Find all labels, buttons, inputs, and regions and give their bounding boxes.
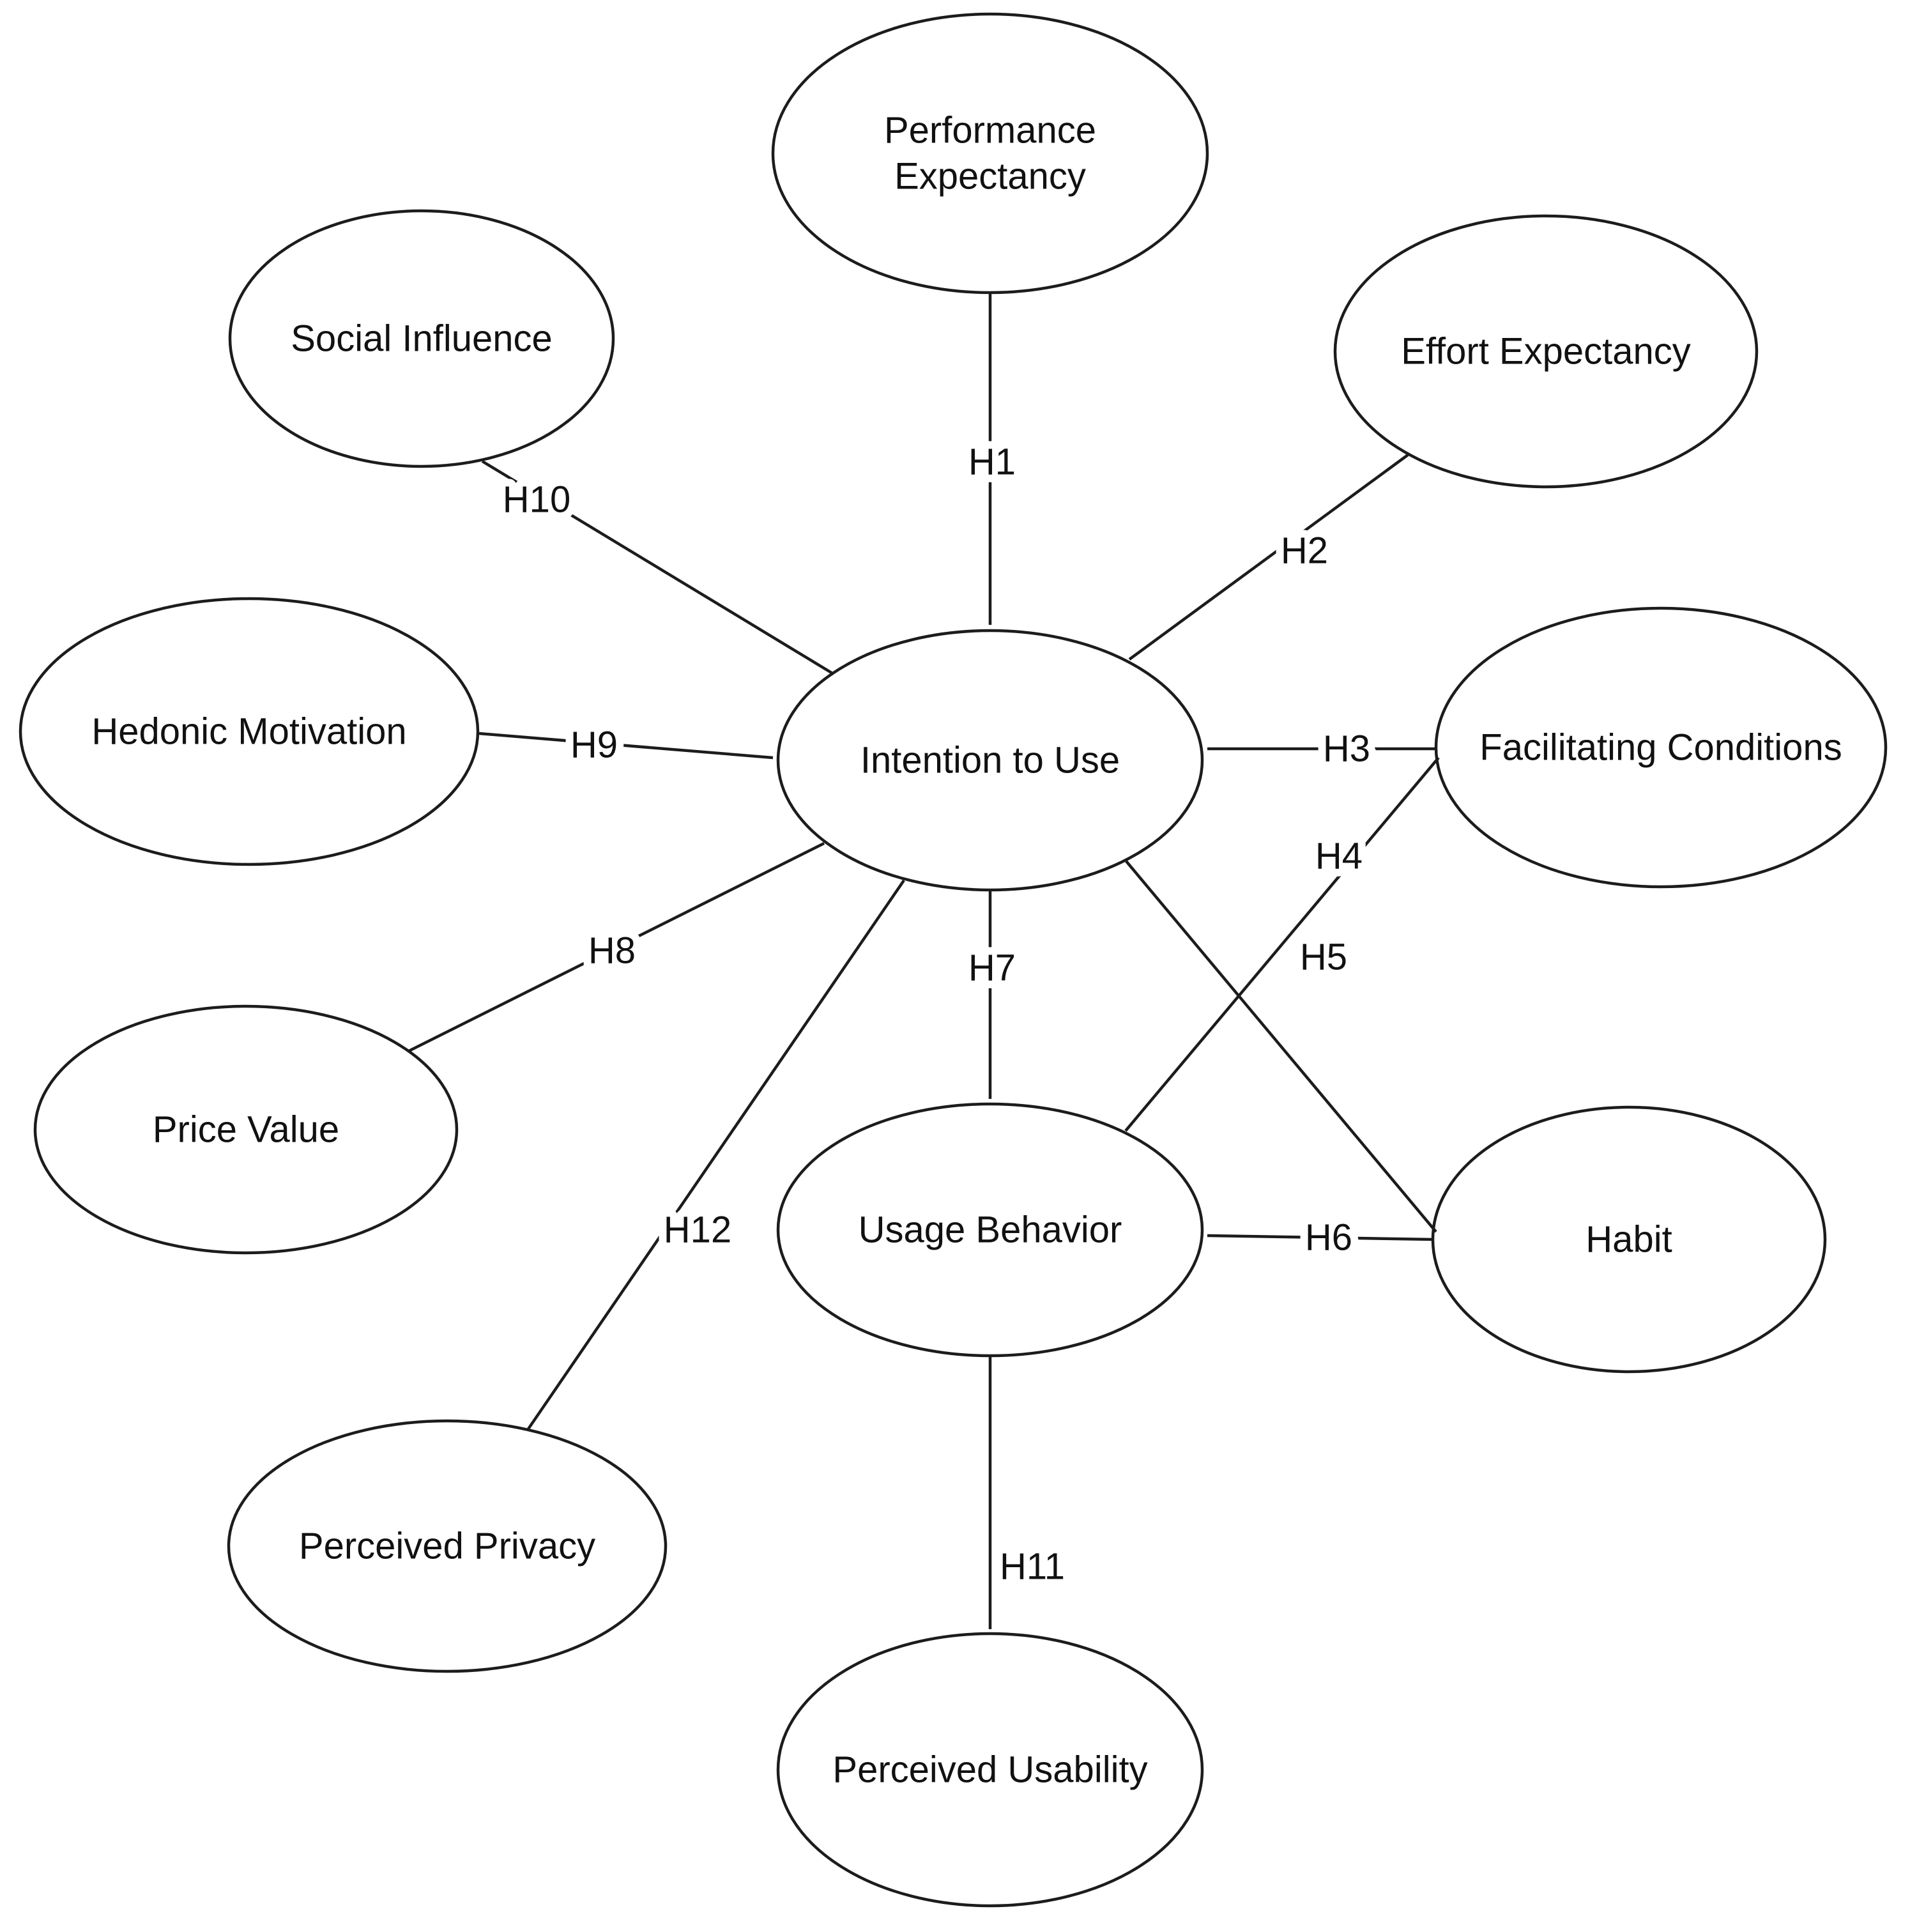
node-label-price-value (153, 1109, 339, 1151)
node-label-line: Effort Expectancy (1401, 330, 1691, 372)
edge-h2-effort-expectancy-to-intention-to-use (1129, 455, 1408, 659)
node-label-intention-to-use (860, 740, 1120, 781)
edge-h1-performance-expectancy-to-intention-to-use (968, 293, 1016, 625)
edge-h10-social-influence-to-intention-to-use (482, 461, 834, 674)
node-label-line: Social Influence (291, 318, 553, 360)
node-label-line: Facilitating Conditions (1479, 726, 1842, 769)
node-label-facilitating-conditions (1479, 727, 1842, 769)
node-performance-expectancy (773, 14, 1207, 293)
edge-label-h1: H1 (968, 441, 1016, 483)
node-label-line: Expectancy (894, 155, 1086, 197)
node-effort-expectancy (1335, 216, 1757, 487)
node-label-effort-expectancy (1401, 331, 1691, 372)
edge-h7-intention-to-use-to-usage-behavior (968, 891, 1016, 1099)
node-label-line: Hedonic Motivation (91, 710, 407, 753)
node-intention-to-use (778, 631, 1202, 890)
node-label-social-influence (291, 318, 552, 360)
edges-layer (409, 293, 1439, 1629)
node-social-influence (230, 211, 613, 466)
node-hedonic-motivation (20, 599, 478, 864)
node-price-value (35, 1006, 457, 1253)
node-label-perceived-usability (832, 1749, 1147, 1791)
edge-label-h7: H7 (968, 947, 1016, 989)
node-facilitating-conditions (1436, 608, 1886, 887)
node-label-perceived-privacy (299, 1526, 595, 1567)
node-perceived-privacy (229, 1421, 666, 1671)
nodes-layer (20, 14, 1886, 1906)
node-ellipse-performance-expectancy (773, 14, 1207, 293)
node-label-line: Intention to Use (860, 739, 1120, 781)
edge-h8-price-value-to-intention-to-use (409, 843, 824, 1051)
node-label-hedonic-motivation (91, 711, 406, 753)
edge-h9-hedonic-motivation-to-intention-to-use (479, 724, 773, 766)
node-habit (1433, 1107, 1825, 1372)
edge-label-h11: H11 (999, 1545, 1066, 1588)
node-label-line: Performance (883, 109, 1097, 151)
edge-label-h8: H8 (588, 930, 636, 972)
edge-label-h9: H9 (570, 724, 618, 766)
node-perceived-usability (778, 1634, 1202, 1906)
node-label-line: Habit (1585, 1218, 1672, 1261)
edge-label-h5: H5 (1299, 936, 1348, 978)
edge-line-h9 (479, 733, 773, 758)
edge-label-h6: H6 (1304, 1216, 1353, 1259)
edge-h3-facilitating-conditions-to-intention-to-use (1207, 728, 1437, 770)
node-label-line: Perceived Privacy (298, 1525, 596, 1567)
edge-label-h3: H3 (1322, 728, 1371, 770)
edge-line-h2 (1129, 455, 1408, 659)
edge-label-h2: H2 (1280, 530, 1329, 572)
node-label-line: Usage Behavior (858, 1209, 1122, 1251)
edge-h11-usage-behavior-to-perceived-usability (990, 1357, 1065, 1629)
node-label-line: Perceived Usability (832, 1749, 1148, 1791)
node-label-habit (1585, 1219, 1672, 1261)
node-usage-behavior (778, 1104, 1202, 1356)
node-label-line: Price Value (152, 1108, 340, 1151)
edge-label-h12: H12 (663, 1209, 732, 1251)
node-label-usage-behavior (859, 1209, 1122, 1251)
edge-label-h10: H10 (502, 479, 571, 521)
edge-label-h4: H4 (1315, 835, 1363, 877)
edge-h6-habit-to-usage-behavior (1207, 1217, 1433, 1259)
